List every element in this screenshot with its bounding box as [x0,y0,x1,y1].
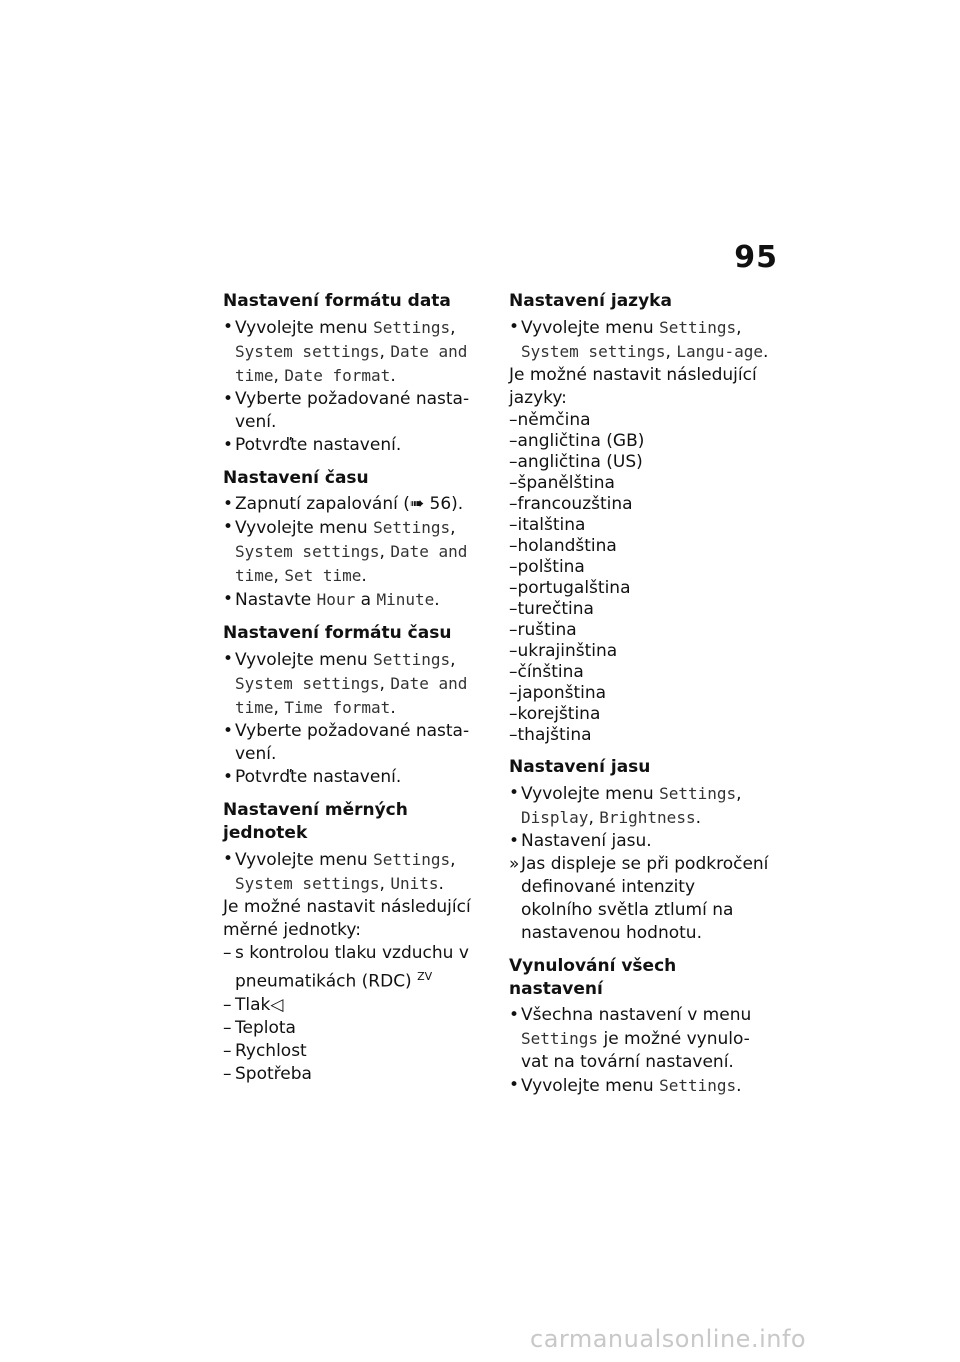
section-date-format [223,290,485,457]
section-reset [509,955,771,1098]
menu-path: Settings [521,1029,599,1048]
menu-path: Date and time [235,542,468,585]
item-text: Zapnutí zapalování (➠ 56). [235,494,464,514]
list-item [223,493,485,516]
section-brightness [509,756,771,945]
menu-path: Settings [373,518,451,537]
menu-path: System settings [235,542,380,561]
item-text: Vyvolejte menu Settings, System settings, Date and time, Date format. [235,318,468,386]
bullet-icon: • [223,767,234,787]
list-item [509,316,771,364]
menu-path: Settings [659,318,737,337]
paragraph: Je možné nastavit následující jazyky: [509,365,757,408]
item-text: Vyvolejte menu Settings, System settings, Date and time, Set time. [235,518,468,586]
language-item: –němčina [509,410,591,430]
result-icon: » [509,854,520,874]
paragraph: Je možné nastavit následující měrné jednotky: [223,897,471,940]
list-item [223,434,485,457]
bullet-icon: • [223,389,234,409]
left-column [223,290,485,1096]
item-text: Vyvolejte menu Settings, Display, Brightness. [521,784,742,828]
bullet-icon: • [223,494,234,514]
menu-path: Date and time [235,342,468,385]
bullet-icon: • [509,783,520,803]
section-title: Vynulování všech nastavení [509,956,677,999]
list-item [223,1063,485,1086]
language-item: –polština [509,557,585,577]
list-item [509,1004,771,1074]
menu-path: Settings [373,650,451,669]
bullet-icon: • [223,517,234,537]
item-text: Nastavte Hour a Minute. [235,590,440,610]
page-number: 95 [734,240,778,275]
menu-path: Settings [659,1076,737,1095]
dash-icon: – [223,1063,232,1084]
section-title: Nastavení jazyka [509,291,672,311]
item-text: Teplota [235,1017,296,1038]
bullet-icon: • [509,1005,520,1025]
language-item: –turečtina [509,599,594,619]
language-item: –francouzština [509,494,633,514]
list-item [223,766,485,789]
dash-icon: – [223,1040,232,1061]
language-item: –angličtina (US) [509,452,643,472]
item-text: Rychlost [235,1040,307,1061]
menu-path: System settings [521,342,666,361]
list-item [223,388,485,434]
bullet-icon: • [223,649,234,669]
item-text: Vyvolejte menu Settings, System settings, Date and time, Time format. [235,650,468,718]
item-text: Spotřeba [235,1063,312,1084]
item-text: Jas displeje se při podkročení definované intenzity okolního světla ztlumí na nastavenou hodnotu. [521,854,769,943]
menu-path: Settings [373,850,451,869]
item-text: Vyberte požadované nasta-vení. [235,721,470,764]
list-item [223,516,485,588]
section-title: Nastavení jasu [509,757,651,777]
menu-path: Hour [316,590,356,609]
watermark: carmanualsonline.info [530,1325,807,1353]
language-item: –korejština [509,704,601,724]
list-item [223,720,485,766]
item-text: Potvrďte nastavení. [235,435,402,455]
language-item: –portugalština [509,578,631,598]
list-item [509,853,771,945]
language-item: –japonština [509,683,607,703]
list-item [223,942,485,994]
section-title: Nastavení času [223,468,369,488]
section-units [223,799,485,1086]
menu-path: System settings [235,674,380,693]
bullet-icon: • [223,435,234,455]
dash-icon: – [223,1017,232,1038]
list-item [223,1017,485,1040]
list-item [223,316,485,388]
menu-path: System settings [235,342,380,361]
superscript: ZV [417,970,433,983]
section-title: Nastavení formátu data [223,291,451,311]
list-item [509,1074,771,1098]
menu-path: Units [390,874,439,893]
dash-icon: – [223,994,232,1015]
item-text: Vyvolejte menu Settings, System settings, Units. [235,850,456,894]
bullet-icon: • [223,721,234,741]
item-text: s kontrolou tlaku vzduchu v pneumatikách (RDC) $^{ZV}$ [235,943,469,992]
section-title: Nastavení měrných jednotek [223,800,408,843]
bullet-icon: • [509,317,520,337]
language-item: –ukrajinština [509,641,618,661]
bullet-icon: • [223,849,234,869]
list-item [223,1040,485,1063]
item-text: Tlak◁ [235,994,284,1015]
list-item [509,830,771,853]
menu-path: Display [521,808,589,827]
language-item: –ruština [509,620,577,640]
list-item [223,994,485,1017]
item-text: Vyvolejte menu Settings, System settings, Langu-age. [521,318,769,362]
item-text: Vyvolejte menu Settings. [521,1076,742,1096]
section-time [223,467,485,612]
language-item: –italština [509,515,586,535]
list-item [509,782,771,830]
menu-path: Brightness [599,808,696,827]
list-item [223,588,485,612]
language-item: –angličtina (GB) [509,431,645,451]
item-text: Potvrďte nastavení. [235,767,402,787]
menu-path: Date and time [235,674,468,717]
section-title: Nastavení formátu času [223,623,452,643]
bullet-icon: • [509,1075,520,1095]
section-time-format [223,622,485,789]
language-item: –thajština [509,725,592,745]
language-item: –čínština [509,662,584,682]
bullet-icon: • [223,589,234,609]
menu-path: Settings [373,318,451,337]
item-text: Nastavení jasu. [521,831,652,851]
list-item [223,648,485,720]
menu-path: Set time [284,566,362,585]
menu-path: Date format [284,366,391,385]
item-text: Všechna nastavení v menu Settings je možné vynulo-vat na tovární nastavení. [521,1005,752,1072]
menu-path: Time format [284,698,391,717]
language-item: –holandština [509,536,617,556]
bullet-icon: • [509,831,520,851]
menu-path: Minute [376,590,435,609]
language-list [509,410,771,746]
menu-path: Settings [659,784,737,803]
menu-path: System settings [235,874,380,893]
section-language [509,290,771,746]
language-item: –španělština [509,473,615,493]
item-text: Vyberte požadované nasta-vení. [235,389,470,432]
bullet-icon: • [223,317,234,337]
menu-path: Langu-age [676,342,764,361]
list-item [223,848,485,896]
right-column [509,290,771,1108]
dash-icon: – [223,943,232,963]
